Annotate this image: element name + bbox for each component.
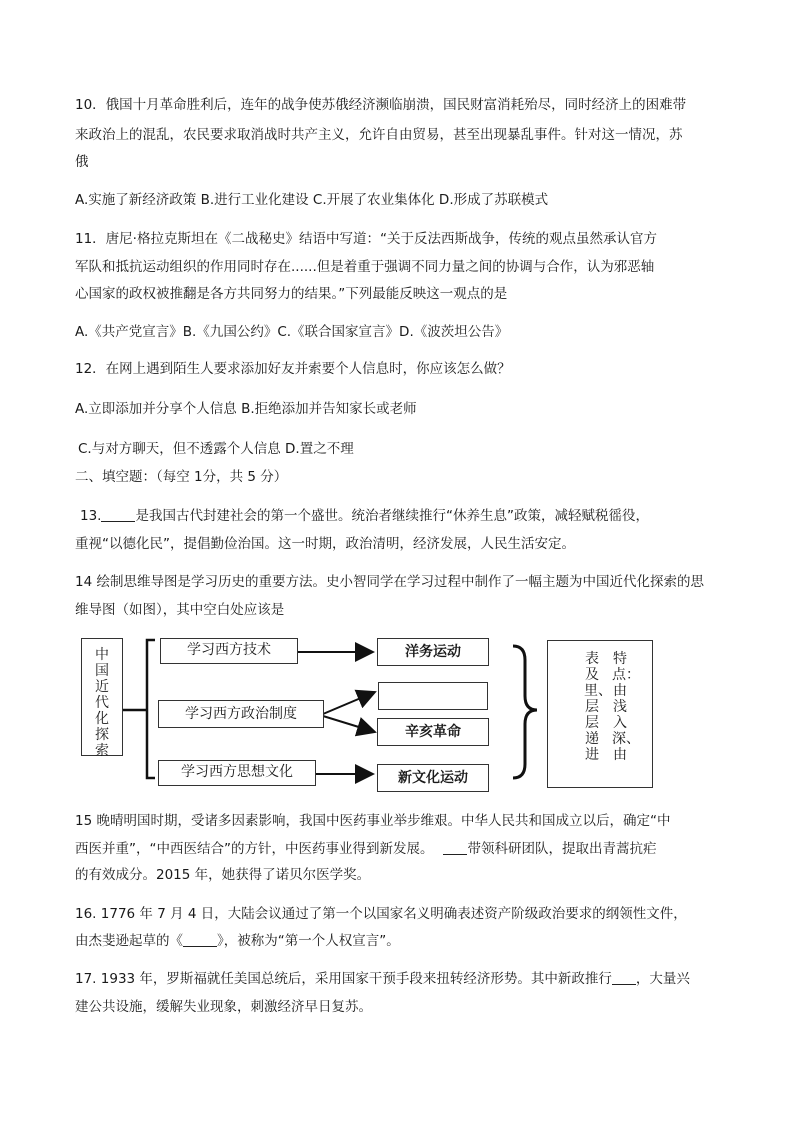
q11-line2: 军队和抵抗运动组织的作用同时存在......但是着重于强调不同力量之间的协调与合作，认为邪恶轴 (75, 259, 655, 275)
q17-line1 (75, 970, 690, 988)
mind-map-root: 中国近代化探索 (81, 638, 123, 756)
q15-line1: 15 晚晴明国时期，受诸多因素影响，我国中医药事业举步维艰。中华人民共和国成立以后，确定“中 (75, 813, 671, 829)
q16-line2 (75, 932, 400, 950)
q13-line1 (80, 507, 649, 525)
q11-options: A.《共产党宣言》B.《九国公约》C.《联合国家宣言》D.《波茨坦公告》 (75, 324, 509, 340)
q12-options-2: C.与对方聊天，但不透露个人信息 D.置之不理 (78, 441, 354, 457)
q15-blank (443, 840, 467, 855)
q10-line3: 俄 (75, 154, 89, 170)
q17-blank (612, 970, 636, 985)
q10-line2: 来政治上的混乱，农民要求取消战时共产主义，允许自由贸易，甚至出现暴乱事件。针对这一情况，苏 (75, 127, 683, 143)
section2-heading: 二、填空题：（每空 1分，共 5 分） (75, 469, 288, 485)
q10-line1: 10．俄国十月革命胜利后，连年的战争使苏俄经济濒临崩溃，国民财富消耗殆尽，同时经济上的困难带 (75, 97, 687, 113)
q17-line2: 建公共设施，缓解失业现象，刺激经济早日复苏。 (75, 999, 372, 1015)
q16-line2-text-b: 》，被称为“第一个人权宣言”。 (217, 933, 400, 949)
q15-line2-text-a: 西医并重”，“中西医结合”的方针，中医药事业得到新发展。 (75, 841, 434, 857)
q17-line1-text-b: ，大量兴 (635, 971, 690, 987)
q13-line2: 重视“以德化民”，提倡勤俭治国。这一时期，政治清明，经济发展，人民生活安定。 (75, 536, 575, 552)
q14-line2: 维导图（如图），其中空白处应该是 (75, 602, 285, 618)
q13-number: 13. (80, 508, 102, 524)
features-col-1: 特点：由浅入深、由 (612, 651, 640, 763)
branch-thought-culture: 学习西方思想文化 (158, 760, 316, 786)
q11-line3: 心国家的政权被推翻是各方共同努力的结果。”下列最能反映这一观点的是 (75, 286, 508, 302)
q16-line1: 16. 1776 年 7 月 4 日，大陆会议通过了第一个以国家名义明确表述资产阶级政治要求的纲领性文件， (75, 906, 687, 922)
right-brace (513, 646, 537, 778)
q14-line1: 14 绘制思维导图是学习历史的重要方法。史小智同学在学习过程中制作了一幅主题为中国近代化探索的思 (75, 574, 704, 590)
arrow-3 (323, 716, 375, 732)
arrow-2 (323, 692, 375, 714)
q16-blank (183, 932, 217, 947)
q10-options: A.实施了新经济政策 B.进行工业化建设 C.开展了农业集体化 D.形成了苏联模式 (75, 192, 549, 208)
result-blank-box (378, 682, 488, 710)
result-1911-revolution: 辛亥革命 (377, 718, 489, 746)
branch-political-system: 学习西方政治制度 (158, 700, 324, 728)
mind-map (75, 630, 655, 795)
q12-line1: 12．在网上遇到陌生人要求添加好友并索要个人信息时，你应该怎么做？ (75, 361, 511, 377)
left-bracket (147, 640, 155, 778)
features-box (547, 640, 653, 788)
q15-line3: 的有效成分。2015 年，她获得了诺贝尔医学奖。 (75, 867, 371, 883)
q16-line2-text-a: 由杰斐逊起草的《 (75, 933, 183, 949)
branch-technology: 学习西方技术 (160, 638, 298, 664)
result-new-culture-movement: 新文化运动 (377, 764, 489, 792)
q13-line1-text: 是我国古代封建社会的第一个盛世。统治者继续推行“休养生息”政策，减轻赋税徭役， (135, 508, 649, 524)
q13-blank (101, 507, 135, 522)
q11-line1: 11．唐尼·格拉克斯坦在《二战秘史》结语中写道：“关于反法西斯战争，传统的观点虽然承认官方 (75, 231, 657, 247)
q15-line2 (75, 840, 656, 858)
q15-line2-text-b: 带领科研团队，提取出青蒿抗疟 (467, 841, 657, 857)
q12-options-1: A.立即添加并分享个人信息 B.拒绝添加并告知家长或老师 (75, 401, 417, 417)
features-col-2: 表及里、层层递进 (584, 651, 612, 763)
result-westernization-movement: 洋务运动 (377, 638, 489, 666)
q17-line1-text-a: 17. 1933 年，罗斯福就任美国总统后，采用国家干预手段来扭转经济形势。其中新政推行 (75, 971, 612, 987)
